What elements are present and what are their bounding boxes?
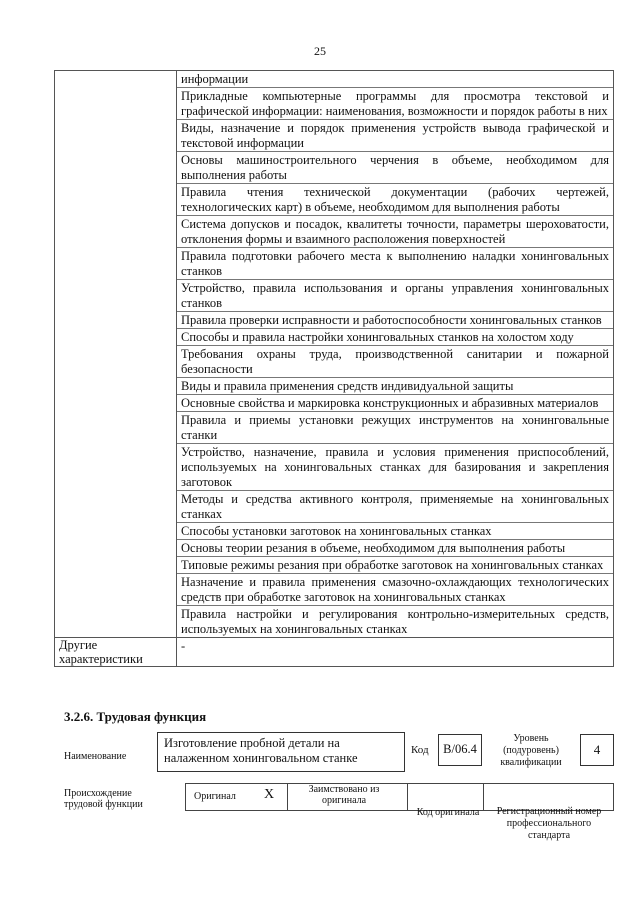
list-item: информации bbox=[181, 72, 249, 86]
original-label: Оригинал bbox=[194, 791, 236, 802]
list-item: Методы и средства активного контроля, применяемые на хонинговальных станках bbox=[177, 490, 613, 522]
table-row bbox=[55, 71, 614, 638]
table-cell-empty bbox=[55, 71, 177, 638]
origin-label: Происхождение трудовой функции bbox=[64, 788, 143, 810]
other-characteristics-value: - bbox=[181, 639, 186, 653]
reg-number-label: Регистрационный номер профессионального стандарта bbox=[496, 806, 602, 841]
list-item: Способы и правила настройки хонинговальных станков на холостом ходу bbox=[177, 328, 613, 345]
list-item: Устройство, правила использования и органы управления хонинговальных станков bbox=[177, 279, 613, 311]
other-characteristics-value-cell bbox=[177, 638, 614, 667]
list-item: Правила проверки исправности и работоспособности хонинговальных станков bbox=[177, 311, 613, 328]
other-characteristics-label: Другие характеристики bbox=[59, 638, 143, 666]
level-value-box bbox=[580, 734, 614, 766]
code-original-label: Код оригинала bbox=[416, 807, 480, 818]
borrowed-label: Заимствовано из оригинала bbox=[308, 784, 380, 806]
list-item: Правила настройки и регулирования контрольно-измерительных средств, используемых на хонинговальных станках bbox=[177, 605, 613, 637]
code-label: Код bbox=[411, 744, 429, 756]
list-item: Устройство, назначение, правила и условия применения приспособлений, используемых на хонинговальных станках для базирования и закрепления заготовок bbox=[177, 443, 613, 490]
section-title: 3.2.6. Трудовая функция bbox=[64, 709, 207, 724]
list-item: Назначение и правила применения смазочно-охлаждающих технологических средств при обработке заготовок на хонинговальных станках bbox=[177, 573, 613, 605]
list-item: Правила и приемы установки режущих инструментов на хонинговальные станки bbox=[177, 411, 613, 443]
list-item: Правила подготовки рабочего места к выполнению наладки хонинговальных станков bbox=[177, 247, 613, 279]
list-item: Типовые режимы резания при обработке заготовок на хонинговальных станках bbox=[177, 556, 613, 573]
list-item: Виды и правила применения средств индивидуальной защиты bbox=[177, 377, 613, 394]
name-label: Наименование bbox=[64, 751, 127, 762]
original-mark: X bbox=[263, 787, 275, 802]
knowledge-table bbox=[54, 70, 614, 667]
level-label: Уровень (подуровень) квалификации bbox=[500, 733, 562, 768]
list-item: Основы машиностроительного черчения в объеме, необходимом для выполнения работы bbox=[177, 151, 613, 183]
page-number: 25 bbox=[314, 44, 326, 58]
list-item: Способы установки заготовок на хонинговальных станках bbox=[177, 522, 613, 539]
divider bbox=[407, 784, 408, 810]
list-item: Требования охраны труда, производственной санитарии и пожарной безопасности bbox=[177, 345, 613, 377]
code-value-box bbox=[438, 734, 482, 766]
code-value: B/06.4 bbox=[443, 742, 477, 756]
list-item: Прикладные компьютерные программы для просмотра текстовой и графической информации: наименования, возможности и порядок работы в них bbox=[177, 87, 613, 119]
divider bbox=[287, 784, 288, 810]
list-item: Правила чтения технической документации (рабочих чертежей, технологических карт) в объеме, необходимом для выполнения работы bbox=[177, 183, 613, 215]
knowledge-list bbox=[177, 71, 614, 638]
name-value-box bbox=[157, 732, 405, 772]
name-value: Изготовление пробной детали на налаженном хонинговальном станке bbox=[164, 736, 358, 765]
other-characteristics-label-cell bbox=[55, 638, 177, 667]
list-item: Система допусков и посадок, квалитеты точности, параметры шероховатости, отклонения формы и взаимного расположения поверхностей bbox=[177, 215, 613, 247]
list-item: Виды, назначение и порядок применения устройств вывода графической и текстовой информации bbox=[177, 119, 613, 151]
list-item: Основные свойства и маркировка конструкционных и абразивных материалов bbox=[177, 394, 613, 411]
list-item: Основы теории резания в объеме, необходимом для выполнения работы bbox=[177, 539, 613, 556]
level-value: 4 bbox=[593, 742, 601, 757]
table-row bbox=[55, 638, 614, 667]
